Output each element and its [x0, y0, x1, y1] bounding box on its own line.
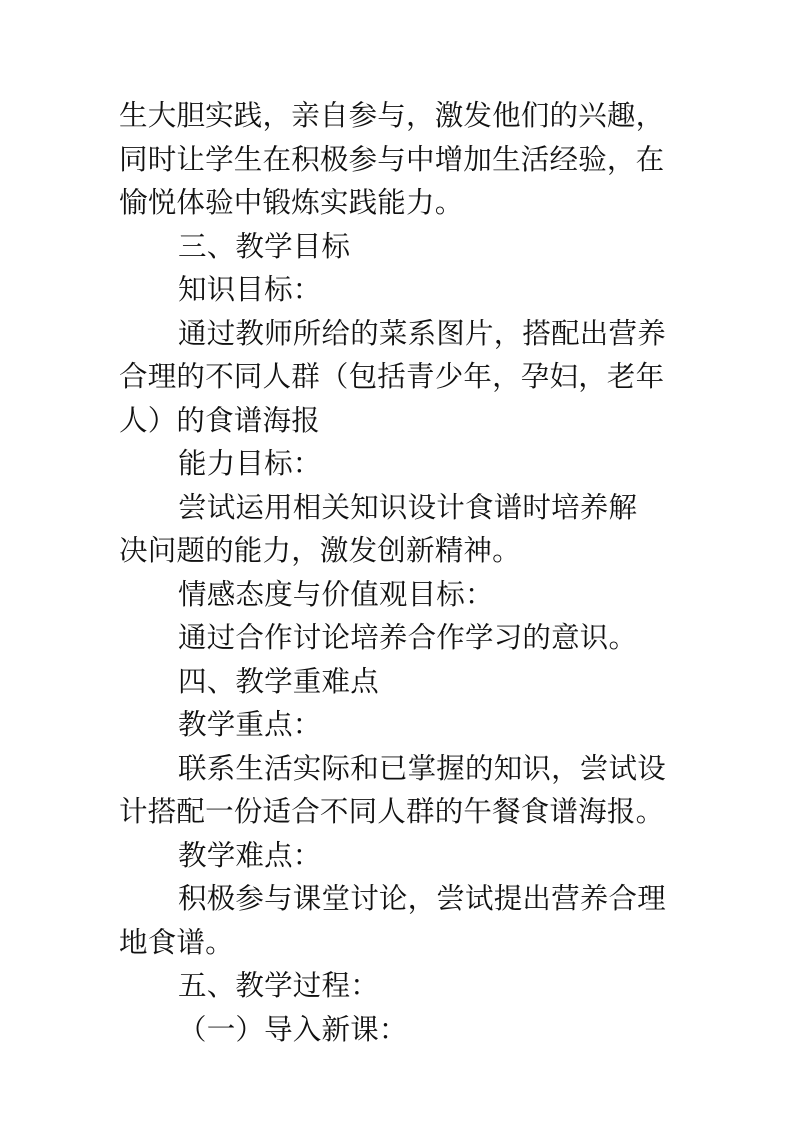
- paragraph-line: 愉悦体验中锻炼实践能力。: [119, 186, 464, 219]
- section-heading: 五、教学过程：: [178, 969, 379, 1002]
- section-heading: 四、教学重难点: [178, 664, 379, 698]
- paragraph-line: 同时让学生在积极参与中增加生活经验，在: [119, 142, 665, 176]
- paragraph-line: 地食谱。: [119, 925, 234, 959]
- subsection-heading: （一）导入新课：: [178, 1012, 408, 1046]
- subsection-heading: 能力目标：: [178, 447, 322, 480]
- paragraph-line: 尝试运用相关知识设计食谱时培养解: [178, 490, 638, 524]
- subsection-heading: 情感态度与价值观目标：: [178, 577, 494, 611]
- paragraph-line: 计搭配一份适合不同人群的午餐食谱海报。: [119, 795, 665, 828]
- paragraph-line: 生大胆实践，亲自参与，激发他们的兴趣，: [119, 99, 665, 132]
- paragraph-line: 通过合作讨论培养合作学习的意识。: [178, 621, 638, 654]
- document-body: [119, 94, 699, 1051]
- subsection-heading: 教学重点：: [178, 708, 322, 741]
- paragraph-line: 合理的不同人群（包括青少年，孕妇，老年: [119, 360, 665, 393]
- paragraph-line: 积极参与课堂讨论，尝试提出营养合理: [178, 882, 666, 915]
- subsection-heading: 教学难点：: [178, 838, 322, 872]
- paragraph-line: 人）的食谱海报: [119, 403, 320, 437]
- paragraph-line: 联系生活实际和已掌握的知识，尝试设: [178, 751, 666, 785]
- paragraph-line: 通过教师所给的菜系图片，搭配出营养: [178, 316, 666, 350]
- paragraph-line: 决问题的能力，激发创新精神。: [119, 534, 521, 567]
- subsection-heading: 知识目标：: [178, 273, 322, 306]
- section-heading: 三、教学目标: [178, 229, 351, 263]
